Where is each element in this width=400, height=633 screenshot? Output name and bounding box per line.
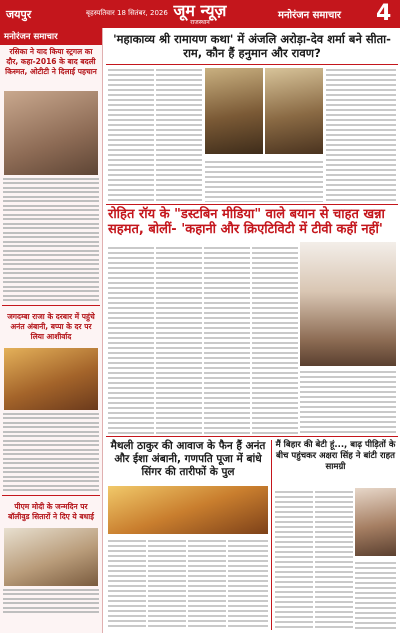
maithili-headline: मैथली ठाकुर की आवाज के फैन हैं अनंत और ईशा अंबानी, गणपति पूजा में बांधे सिंगर की तारीफों के पुल [110,440,266,478]
story-rasika-headline: रसिका ने याद किया स्ट्रगल का दौर, कहा-2016 के बाद बदली किस्मत, ओटीटी ने दिलाई पहचान [5,47,97,76]
rohit-body-col2 [156,244,202,434]
logo-subtitle: राजस्थान [190,19,210,26]
rohit-body-col3 [204,244,250,434]
akshara-body-col2 [315,488,353,629]
modi-photo [4,528,98,586]
left-sidebar [0,28,103,633]
maithili-body-col1 [108,537,146,629]
logo-text: जूम न्यूज़ [173,1,227,20]
divider [271,440,272,630]
city-name: जयपुर [6,8,32,21]
story-modi-body [0,589,102,614]
ramayan-body-col2 [156,66,202,202]
page-number: 4 [376,1,392,26]
ramayan-caption-text [205,158,323,202]
newspaper-logo [160,2,240,26]
ramayan-body-col3 [326,66,396,202]
maithili-body-col3 [188,537,226,629]
issue-date: बृहस्पतिवार 18 सितंबर, 2026 [86,9,168,17]
rasika-photo [4,91,98,175]
divider [106,204,398,205]
story-rasika-body [0,178,102,302]
divider [2,495,100,496]
maithili-body-col4 [228,537,268,629]
divider [106,436,398,437]
divider [2,305,100,306]
story-modi-headline: पीएम मोदी के जन्मदिन पर बॉलीवुड सितारों ने दिए ये बधाई [8,502,94,521]
ram-photo [265,68,323,154]
section-title: मनोरंजन समाचार [278,10,342,21]
ambani-photo [4,348,98,410]
rohit-roy-headline: रोहित रॉय के "डस्टबिन मीडिया" वाले बयान से चाहत खन्ना सहमत, बोलीं- 'कहानी और क्रिएटिविटी में टीवी कहीं नहीं' [108,207,385,237]
akshara-body-col1 [275,488,313,629]
story-ambani-body [0,413,102,492]
akshara-headline: मैं बिहार की बेटी हूं..., बाढ़ पीड़ितों के बीच पहुंचकर अक्षरा सिंह ने बांटी राहत सामग्री [275,440,396,472]
sita-photo [205,68,263,154]
akshara-singh-photo [355,488,396,556]
left-section-tag: मनोरंजन समाचार [0,28,102,45]
ramayan-body-col1 [108,66,154,202]
ramayan-headline: 'महाकाव्य श्री रामायण कथा' में अंजलि अरोड़ा-देव शर्मा बने सीता-राम, कौन हैं हनुमान और रावण? [113,32,391,60]
maithili-body-col2 [148,537,186,629]
rohit-body-col5 [300,368,396,434]
maithili-ambani-photo [108,486,268,534]
akshara-body-col3 [355,559,396,629]
chahat-khanna-photo [300,242,396,366]
masthead [0,0,400,28]
divider [106,64,398,65]
rohit-body-col1 [108,244,154,434]
story-ambani-headline: जगदम्बा राजा के दरबार में पहुंचे अनंत अंबानी, बप्पा के दर पर लिया आशीर्वाद [7,312,95,341]
rohit-body-col4 [252,244,298,434]
